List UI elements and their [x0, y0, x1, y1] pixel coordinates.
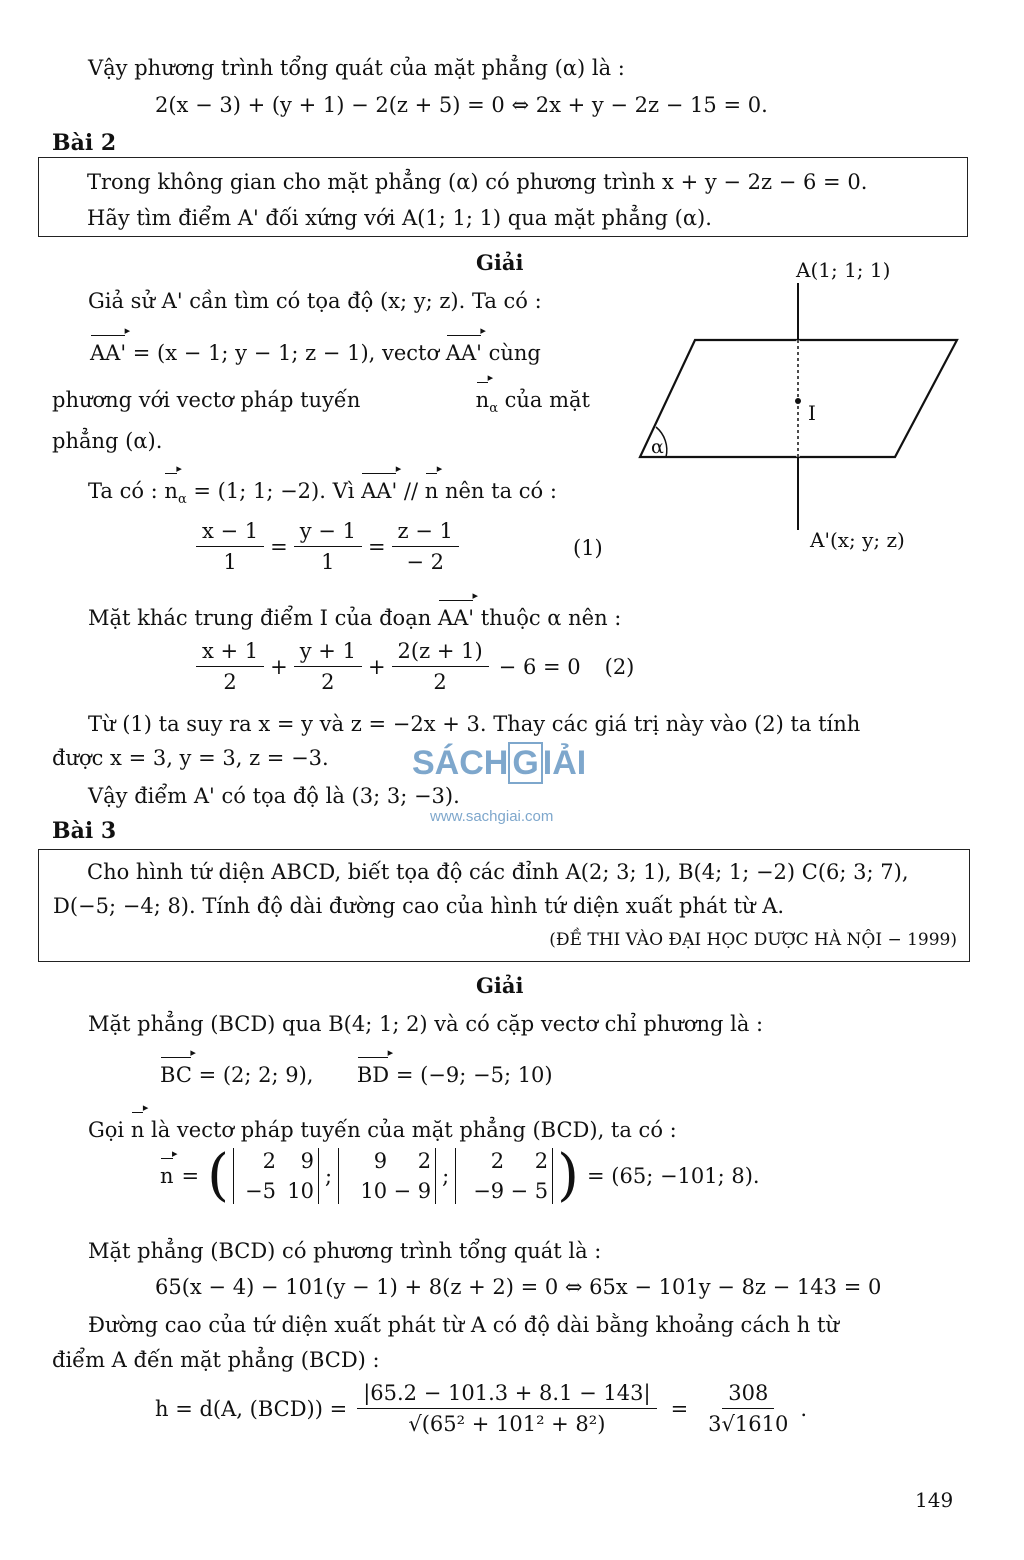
bai2-problem-line2: Hãy tìm điểm A' đối xứng với A(1; 1; 1) qua mặt phẳng (α). — [87, 206, 712, 230]
matrix-cell: 10 — [360, 1179, 388, 1204]
matrix-cell: 2 — [490, 1149, 505, 1173]
matrix-cell: − 5 — [510, 1179, 549, 1204]
bai3-problem-line1: Cho hình tứ diện ABCD, biết tọa độ các đỉnh A(2; 3; 1), B(4; 1; −2) C(6; 3; 7), — [87, 860, 909, 884]
equation-2-tail: − 6 = 0 — [498, 654, 581, 679]
numerator: y − 1 — [294, 518, 362, 547]
vector-AA: AA' ▸ — [438, 605, 474, 631]
bai3-giai-heading: Giải — [476, 973, 524, 998]
bai2-line6 — [88, 605, 621, 631]
fraction — [357, 1380, 656, 1438]
distance-lhs: h = d(A, (BCD)) = — [155, 1396, 348, 1421]
intro-line: Vậy phương trình tổng quát của mặt phẳng (α) là : — [88, 56, 625, 80]
equation-2-label: (2) — [604, 654, 635, 679]
equation-1: $\frac{x - 1}{1}$ = $\frac{y - 1}{1}$ = $\frac{z - 1}{- 2}$ — [190, 518, 465, 576]
matrix-cell: 2 — [417, 1149, 432, 1173]
bai3-problem-box — [38, 849, 970, 962]
numerator: y + 1 — [294, 638, 362, 667]
bai3-line1: Mặt phẳng (BCD) qua B(4; 1; 2) và có cặp vectơ chỉ phương là : — [88, 1012, 764, 1036]
bai2-line6-b: thuộc α nên : — [474, 606, 622, 630]
normal-vector-n: n ▸ — [160, 1163, 174, 1189]
fraction — [196, 638, 264, 696]
bai2-line1: Giả sử A' cần tìm có tọa độ (x; y; z). Ta có : — [88, 289, 542, 313]
equals-sign: = — [670, 1396, 689, 1421]
period: . — [800, 1396, 808, 1421]
bai2-problem-line1: Trong không gian cho mặt phẳng (α) có phương trình x + y − 2z − 6 = 0. — [87, 170, 868, 194]
bai2-line5-d: nên ta có : — [438, 479, 557, 503]
bai3-line2-a: Gọi — [88, 1118, 131, 1142]
fraction — [294, 518, 362, 576]
bai2-line6-a: Mặt khác trung điểm I của đoạn — [88, 606, 438, 630]
bai2-line5-c: // — [397, 479, 425, 503]
watermark-brand-g: G — [508, 742, 542, 784]
bai3-line2-b: là vectơ pháp tuyến của mặt phẳng (BCD), ta có : — [144, 1118, 677, 1142]
denominator: 2 — [321, 670, 335, 695]
bai2-line2-end: cùng — [481, 341, 541, 365]
matrix-cell: −5 — [245, 1179, 276, 1204]
equation-1-label: (1) — [573, 536, 603, 560]
page-number: 149 — [915, 1488, 954, 1512]
bai2-line7: Từ (1) ta suy ra x = y và z = −2x + 3. Thay các giá trị này vào (2) ta tính — [88, 712, 861, 736]
subscript-alpha: α — [177, 492, 187, 508]
bai3-line3: Mặt phẳng (BCD) có phương trình tổng quát là : — [88, 1239, 602, 1263]
denominator: 3√1610 — [708, 1412, 789, 1437]
vector-AA: AA' ▸ — [446, 340, 482, 366]
point-I — [795, 398, 801, 404]
vector-AA: AA' ▸ — [361, 478, 397, 504]
bai3-problem-line2: D(−5; −4; 8). Tính độ dài đường cao của hình tứ diện xuất phát từ A. — [53, 894, 785, 918]
determinant-1 — [229, 1148, 323, 1205]
determinant-2 — [334, 1148, 440, 1205]
normal-vector-n: n ▸ — [164, 478, 178, 504]
watermark-brand-b: IẢI — [542, 744, 587, 782]
denominator: 1 — [223, 550, 237, 575]
vector-BC: BC ▸ — [160, 1062, 192, 1088]
normal-vector-n: n ▸ — [131, 1117, 145, 1143]
bai2-line9: Vậy điểm A' có tọa độ là (3; 3; −3). — [88, 784, 460, 808]
watermark-logo — [412, 742, 586, 785]
denominator: 1 — [321, 550, 335, 575]
numerator: 308 — [722, 1380, 774, 1409]
label-alpha: α — [651, 436, 664, 458]
matrix-cell: − 9 — [393, 1179, 432, 1204]
intro-equation: 2(x − 3) + (y + 1) − 2(z + 5) = 0 ⇔ 2x + y − 2z − 15 = 0. — [155, 93, 768, 117]
bai2-line8: được x = 3, y = 3, z = −3. — [52, 746, 329, 770]
bai2-giai-heading: Giải — [476, 250, 524, 275]
normal-vector-result: = (65; −101; 8). — [587, 1164, 760, 1189]
normal-vector-n: n ▸ — [425, 478, 439, 504]
subscript-alpha: α — [489, 401, 498, 417]
normal-vector-computation: n ▸ = ( 2 9 −5 10 ; 9 2 10 − 9 ; 2 2 −9 − 5 ) = (65; −101; 8). — [160, 1148, 760, 1205]
denominator: − 2 — [406, 550, 445, 575]
denominator: 2 — [433, 670, 447, 695]
bai2-line3 — [52, 387, 590, 417]
matrix-cell: 2 — [262, 1149, 276, 1173]
numerator: z − 1 — [392, 518, 459, 547]
bai2-line5-b: = (1; 1; −2). Vì — [186, 479, 362, 503]
matrix-cell: 9 — [300, 1149, 314, 1173]
equation-2: $\frac{x + 1}{2}$ + $\frac{y + 1}{2}$ + $\frac{2(z + 1)}{2}$ − 6 = 0 (2) — [190, 638, 634, 696]
numerator: 2(z + 1) — [392, 638, 489, 667]
distance-formula — [155, 1380, 807, 1438]
numerator: x − 1 — [196, 518, 264, 547]
label-I: I — [808, 401, 816, 425]
bai3-source: (ĐỀ THI VÀO ĐẠI HỌC DƯỢC HÀ NỘI − 1999) — [549, 930, 957, 950]
determinant-3 — [451, 1148, 557, 1205]
bai2-line5 — [88, 478, 557, 508]
bai2-problem-box — [38, 157, 968, 237]
bai2-line4: phẳng (α). — [52, 429, 163, 453]
denominator: √(65² + 101² + 8²) — [408, 1412, 606, 1437]
bai2-title: Bài 2 — [52, 130, 117, 156]
vector-BD: BD ▸ — [357, 1062, 389, 1088]
bai2-line5-a: Ta có : — [88, 479, 165, 503]
label-A-prime: A'(x; y; z) — [810, 528, 905, 552]
bai3-line5: điểm A đến mặt phẳng (BCD) : — [52, 1348, 380, 1372]
matrix-cell: 10 — [287, 1179, 314, 1204]
plane-figure — [620, 255, 1000, 555]
normal-vector-n: n ▸ — [476, 387, 490, 413]
bai3-title: Bài 3 — [52, 818, 117, 844]
bai3-vectors — [160, 1062, 553, 1088]
bai2-line3-b: của mặt — [497, 388, 590, 412]
fraction — [702, 1380, 794, 1438]
vector-BC-value: = (2; 2; 9), — [191, 1063, 314, 1087]
fraction — [392, 518, 459, 576]
denominator: 2 — [223, 670, 237, 695]
watermark-brand-a: SÁCH — [412, 744, 509, 782]
vector-BD-value: = (−9; −5; 10) — [389, 1063, 553, 1087]
fraction — [294, 638, 362, 696]
matrix-cell: 9 — [373, 1149, 388, 1173]
bai2-line3-a: phương với vectơ pháp tuyến — [52, 388, 361, 412]
matrix-cell: −9 — [473, 1179, 505, 1204]
numerator: x + 1 — [196, 638, 264, 667]
fraction — [392, 638, 489, 696]
bai3-plane-equation: 65(x − 4) − 101(y − 1) + 8(z + 2) = 0 ⇔ 65x − 101y − 8z − 143 = 0 — [155, 1275, 882, 1299]
bai2-line2 — [90, 340, 541, 366]
matrix-cell: 2 — [534, 1149, 549, 1173]
fraction — [196, 518, 264, 576]
watermark-url: www.sachgiai.com — [430, 808, 554, 825]
bai3-line4: Đường cao của tứ diện xuất phát từ A có độ dài bằng khoảng cách h từ — [88, 1313, 839, 1337]
label-A: A(1; 1; 1) — [796, 258, 891, 282]
vector-AA: AA' ▸ — [90, 340, 126, 366]
bai2-line2-text: = (x − 1; y − 1; z − 1), vectơ — [126, 341, 446, 365]
bai3-line2 — [88, 1117, 677, 1143]
numerator: |65.2 − 101.3 + 8.1 − 143| — [357, 1380, 656, 1409]
